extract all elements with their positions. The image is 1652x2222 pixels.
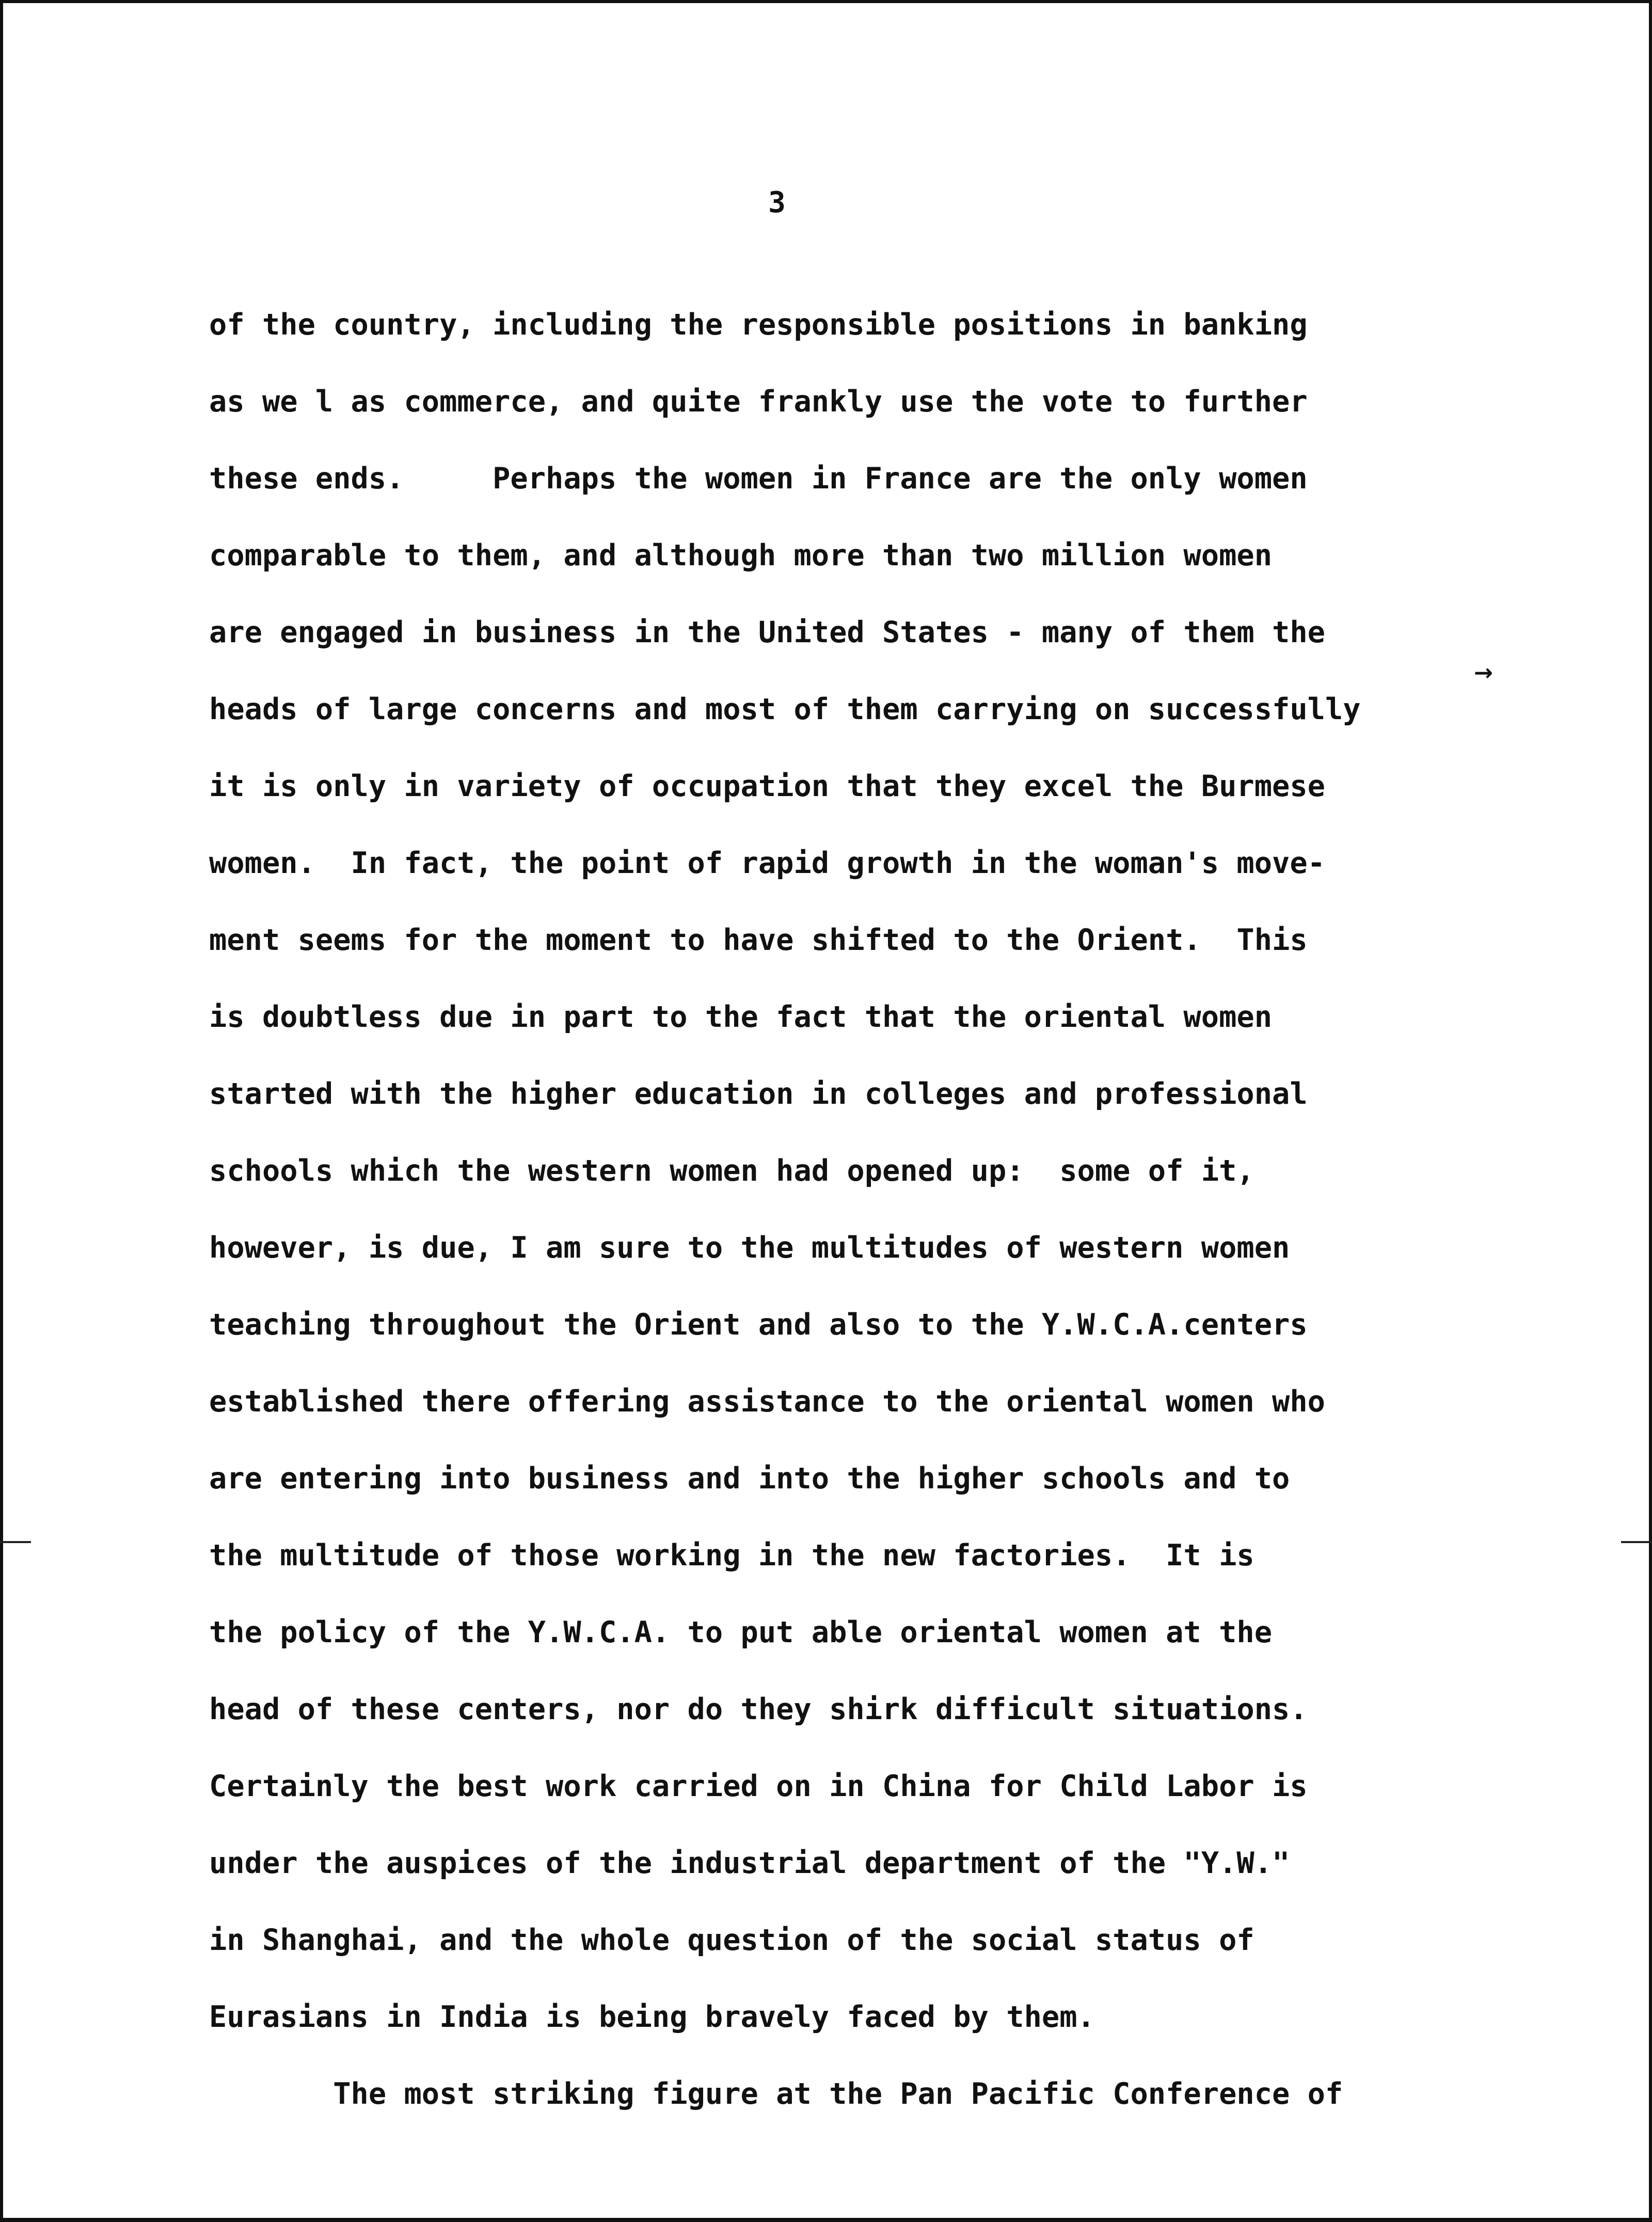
scan-border-left <box>0 0 3 2222</box>
text-line: of the country, including the responsible positions in banking <box>209 308 1308 342</box>
text-line: head of these centers, nor do they shirk difficult situations. <box>209 1692 1308 1726</box>
text-line: the policy of the Y.W.C.A. to put able oriental women at the <box>209 1615 1273 1649</box>
scan-border-top <box>0 0 1652 3</box>
text-line: heads of large concerns and most of them carrying on successfully <box>209 692 1361 726</box>
text-line: the multitude of those working in the new factories. It is <box>209 1538 1254 1573</box>
page-number: 3 <box>768 186 786 219</box>
text-line: under the auspices of the industrial department of the "Y.W." <box>209 1846 1290 1880</box>
crop-mark-left <box>0 1541 31 1543</box>
text-line: is doubtless due in part to the fact that the oriental women <box>209 1000 1273 1034</box>
text-line: started with the higher education in colleges and professional <box>209 1077 1308 1111</box>
text-line: ment seems for the moment to have shifted to the Orient. This <box>209 923 1308 957</box>
text-line: are engaged in business in the United States - many of them the <box>209 615 1325 649</box>
text-line: The most striking figure at the Pan Pacific Conference of <box>209 2077 1343 2111</box>
text-line: as we l as commerce, and quite frankly use the vote to further <box>209 385 1308 419</box>
text-line: in Shanghai, and the whole question of the social status of <box>209 1923 1254 1957</box>
text-line: Eurasians in India is being bravely faced by them. <box>209 2000 1095 2034</box>
text-line: teaching throughout the Orient and also to the Y.W.C.A.centers <box>209 1308 1308 1342</box>
text-line: Certainly the best work carried on in China for Child Labor is <box>209 1769 1308 1803</box>
text-line: are entering into business and into the higher schools and to <box>209 1462 1290 1496</box>
scan-border-bottom <box>0 2218 1652 2222</box>
crop-mark-right <box>1621 1541 1652 1543</box>
text-line: established there offering assistance to the oriental women who <box>209 1385 1325 1419</box>
text-line: women. In fact, the point of rapid growth in the woman's move- <box>209 846 1325 880</box>
text-line: it is only in variety of occupation that they excel the Burmese <box>209 769 1325 803</box>
text-line: however, is due, I am sure to the multitudes of western women <box>209 1231 1290 1265</box>
body-text <box>209 287 1510 2133</box>
text-line: comparable to them, and although more than two million women <box>209 538 1273 573</box>
margin-arrow-icon: → <box>1474 660 1493 686</box>
scan-border-right <box>1649 0 1652 2222</box>
text-line: schools which the western women had opened up: some of it, <box>209 1154 1254 1188</box>
text-line: these ends. Perhaps the women in France are the only women <box>209 462 1308 496</box>
